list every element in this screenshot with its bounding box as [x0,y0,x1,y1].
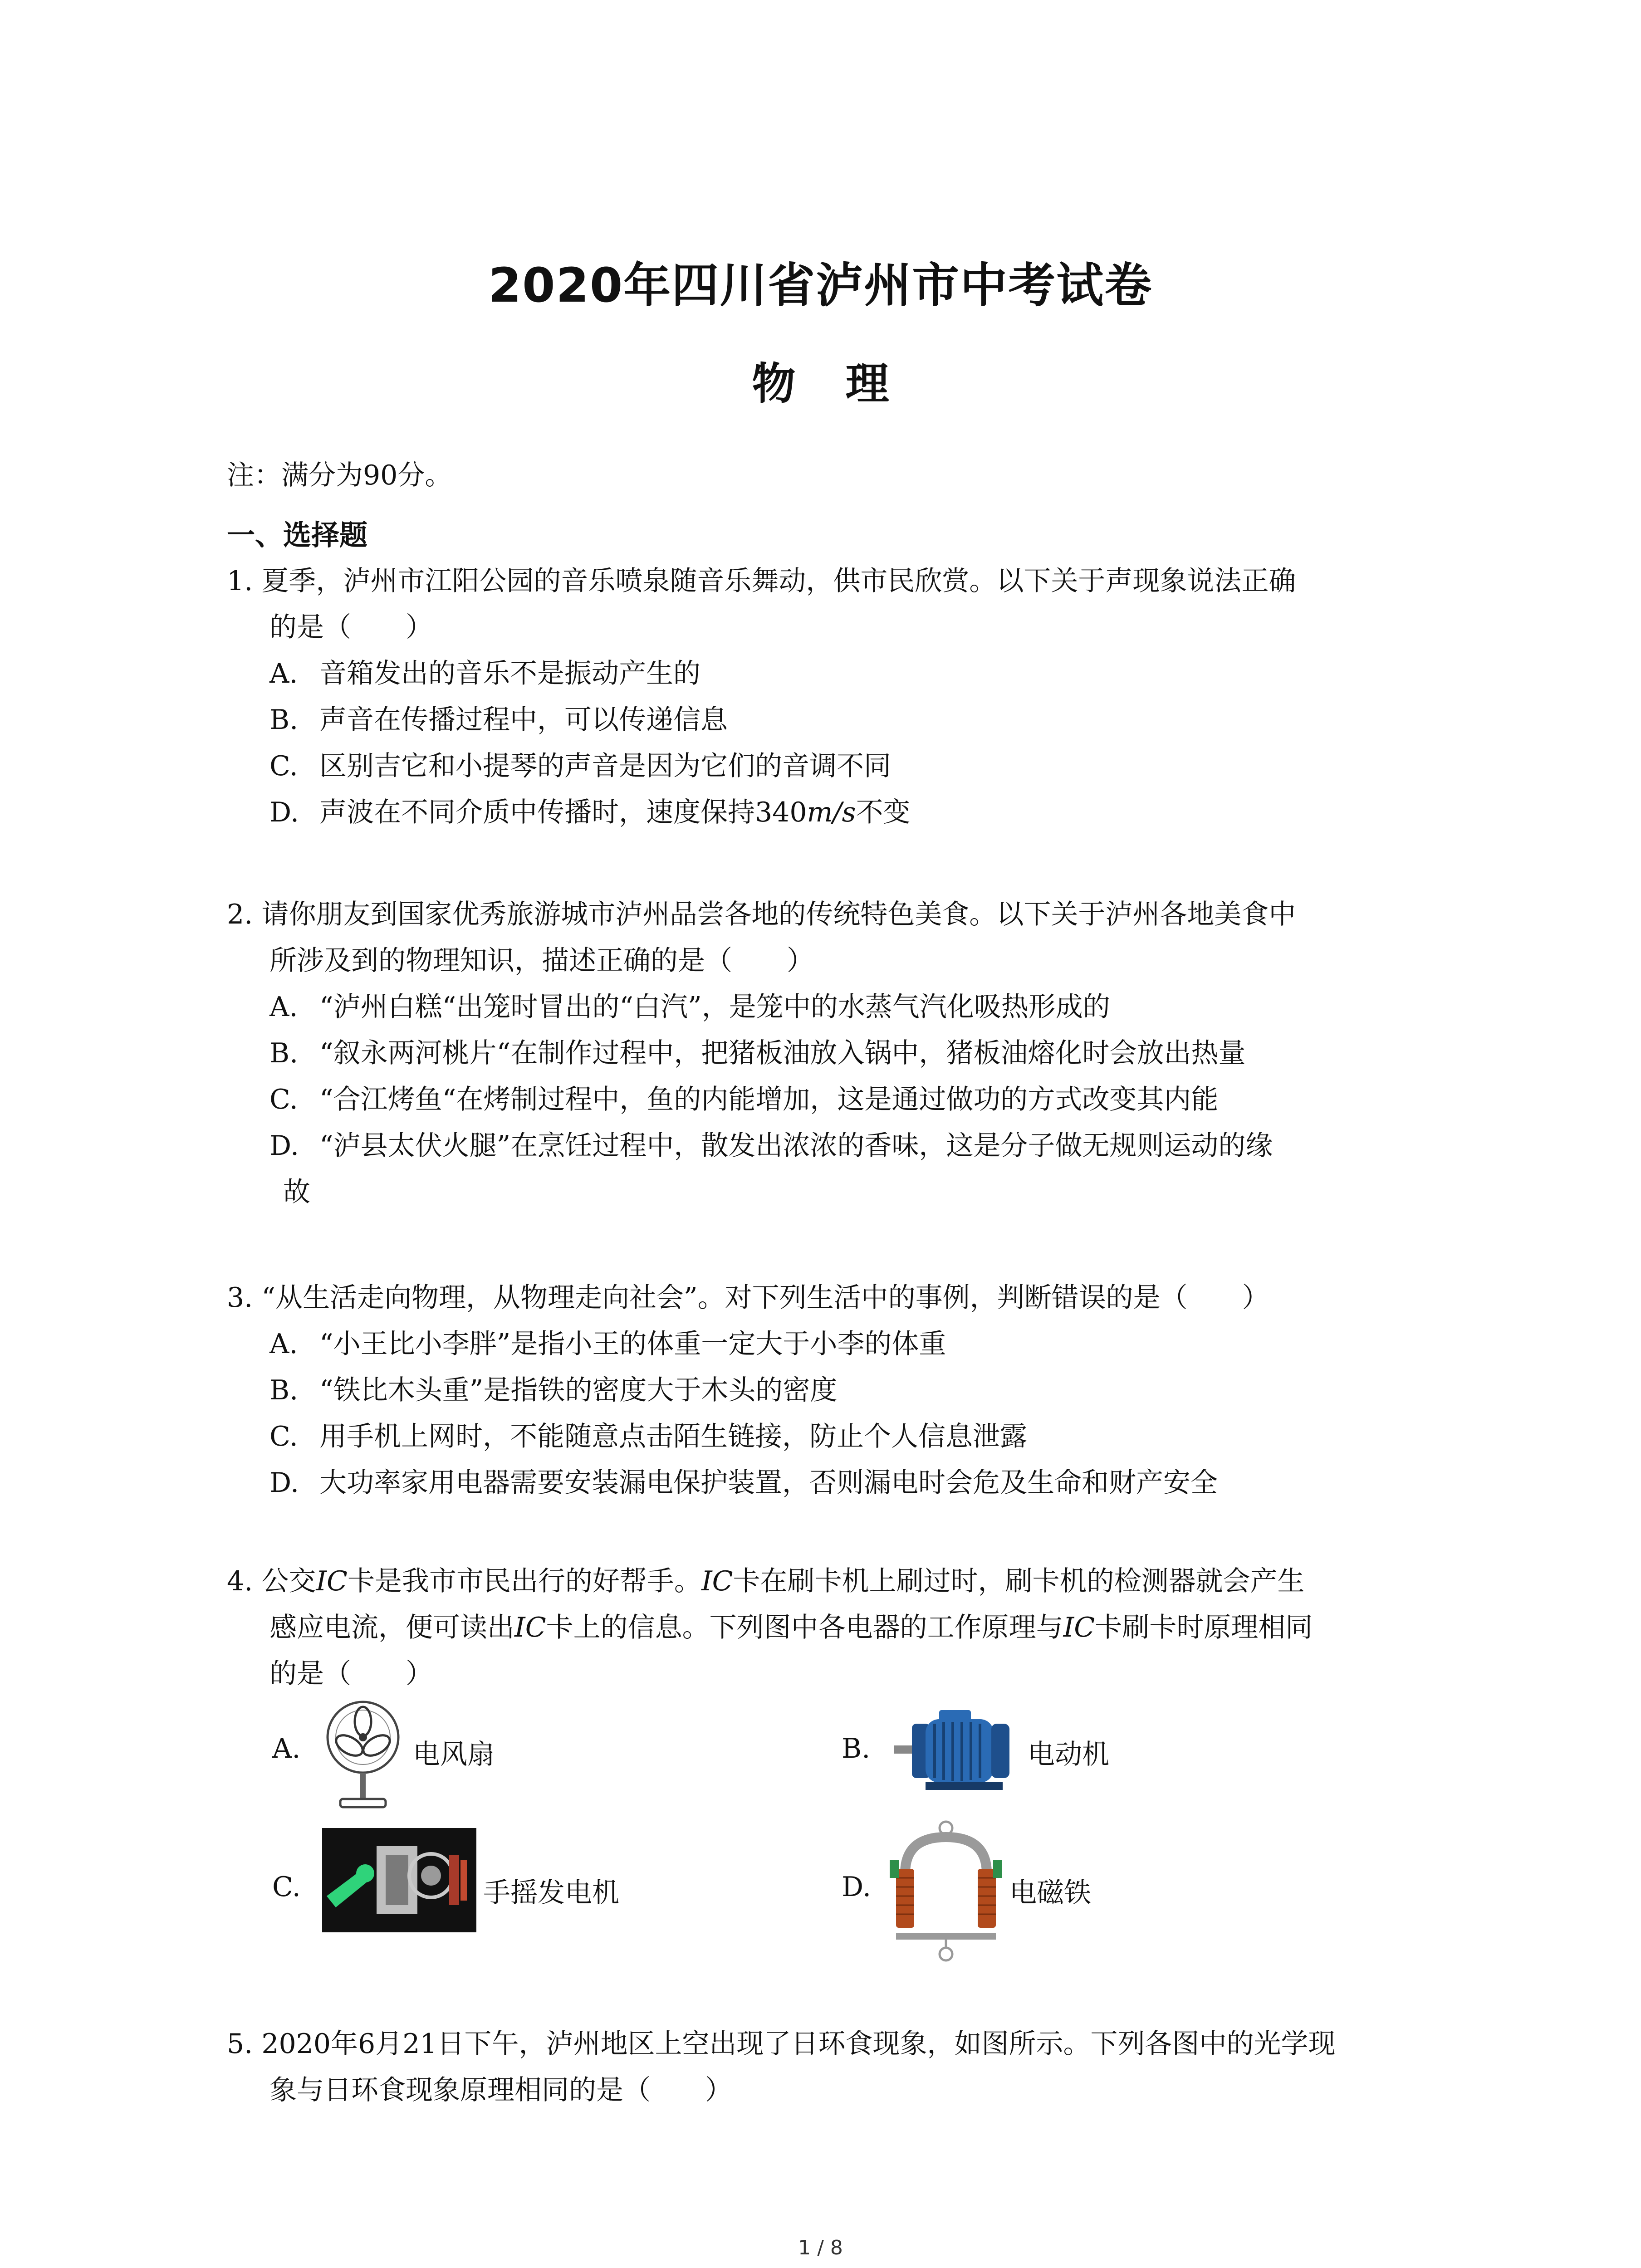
option-c[interactable] [227,1413,1452,1460]
option-caption: 手摇发电机 [483,1877,619,1909]
option-caption: 电动机 [1028,1739,1109,1770]
stem-text: 请你朋友到国家优秀旅游城市泸州品尝各地的传统特色美食。以下关于泸州各地美食中 [261,899,1296,930]
option-text: “合江烤鱼“在烤制过程中，鱼的内能增加，这是通过做功的方式改变其内能 [319,1084,1219,1115]
option-label: A. [269,658,298,689]
option-label: A. [269,991,298,1023]
option-a[interactable] [227,650,1452,697]
option-text: “铁比木头重”是指铁的密度大于木头的密度 [319,1374,838,1406]
option-label: C. [269,1084,298,1115]
question-stem [227,558,1452,604]
ic-text: IC [316,1565,348,1597]
question-number: 4. [227,1565,253,1597]
option-text: 不变 [856,797,911,828]
question-stem [227,891,1452,938]
option-text: 用手机上网时，不能随意点击陌生链接，防止个人信息泄露 [319,1421,1027,1452]
option-text: 声音在传播过程中，可以传递信息 [319,704,728,736]
option-text: “叙永两河桃片“在制作过程中，把猪板油放入锅中，猪板油熔化时会放出热量 [319,1037,1246,1069]
option-a[interactable] [227,1321,1452,1367]
question-number: 3. [227,1282,253,1314]
stem-text: 卡是我市市民出行的好帮手。 [347,1565,701,1597]
option-b[interactable] [227,1367,1452,1413]
option-a[interactable] [272,1696,681,1814]
exam-title: 2020年四川省泸州市中考试卷 [488,258,1153,313]
subject-heading: 物理 [752,358,939,409]
option-label: A. [272,1733,301,1765]
stem-text: 所涉及到的物理知识，描述正确的是（ ） [269,945,814,977]
stem-text: 感应电流，便可读出 [269,1612,514,1643]
option-b[interactable] [227,697,1452,743]
stem-text: “从生活走向物理，从物理走向社会”。对下列生活中的事例，判断错误的是（ ） [261,1282,1269,1314]
option-d[interactable] [227,1460,1452,1506]
option-label: D. [269,1467,299,1499]
unit-text: m/s [807,797,856,828]
option-text: 区别吉它和小提琴的声音是因为它们的音调不同 [319,750,891,782]
option-b[interactable] [842,1696,1250,1814]
option-label: C. [272,1871,301,1903]
question-number: 2. [227,899,253,930]
hand-crank-generator-icon [322,1828,476,1932]
option-b[interactable] [227,1030,1452,1076]
option-c[interactable] [227,1076,1452,1123]
stem-text: 卡刷卡时原理相同 [1095,1612,1313,1643]
question-2 [227,891,1452,1215]
question-number: 1. [227,565,253,597]
option-text: 声波在不同介质中传播时，速度保持340 [319,797,807,828]
question-3 [227,1275,1452,1506]
stem-text: 象与日环食现象原理相同的是（ ） [269,2074,732,2106]
question-stem [227,1558,1452,1604]
option-label: A. [269,1328,298,1360]
stem-text: 卡在刷卡机上刷过时，刷卡机的检测器就会产生 [733,1565,1305,1597]
section-heading: 一、选择题 [227,518,368,552]
stem-text: 的是（ ） [269,1658,433,1690]
option-caption: 电风扇 [413,1739,495,1770]
ic-text: IC [514,1612,546,1643]
option-c[interactable] [227,743,1452,789]
option-d[interactable] [227,1123,1452,1169]
option-label: D. [269,1130,299,1162]
question-4 [227,1558,1452,1697]
option-text-continued: 故 [283,1176,310,1208]
option-label: B. [269,1374,299,1406]
option-label: C. [269,1421,298,1452]
option-text: “泸州白糕“出笼时冒出的“白汽”，是笼中的水蒸气汽化吸热形成的 [319,991,1110,1023]
option-label: B. [269,1037,299,1069]
question-1 [227,558,1452,836]
stem-text: 卡上的信息。下列图中各电器的工作原理与 [546,1612,1063,1643]
option-label: B. [269,704,299,736]
electric-fan-icon [322,1696,404,1814]
option-d[interactable] [227,789,1452,836]
option-c[interactable] [272,1828,771,1946]
option-d[interactable] [842,1819,1250,1969]
option-caption: 电磁铁 [1009,1877,1091,1909]
stem-text: 公交 [261,1565,316,1597]
option-label: D. [842,1871,872,1903]
electric-motor-icon [894,1706,1021,1796]
electromagnet-icon [887,1819,1005,1964]
option-label: D. [269,797,299,828]
stem-text-line2 [227,1604,1452,1651]
option-label: B. [842,1733,871,1765]
question-stem [227,2021,1452,2067]
stem-text: 夏季，泸州市江阳公园的音乐喷泉随音乐舞动，供市民欣赏。以下关于声现象说法正确 [261,565,1296,597]
question-5 [227,2021,1452,2113]
option-text: “泸县太伏火腿”在烹饪过程中，散发出浓浓的香味，这是分子做无规则运动的缘 [319,1130,1273,1162]
stem-text: 2020年6月21日下午，泸州地区上空出现了日环食现象，如图所示。下列各图中的光学现 [261,2028,1336,2060]
stem-text: 的是（ ） [269,611,433,643]
ic-text: IC [1063,1612,1095,1643]
option-text: 音箱发出的音乐不是振动产生的 [319,658,700,689]
question-stem [227,1275,1452,1321]
option-text: “小王比小李胖”是指小王的体重一定大于小李的体重 [319,1328,946,1360]
option-label: C. [269,750,298,782]
option-text: 大功率家用电器需要安装漏电保护装置，否则漏电时会危及生命和财产安全 [319,1467,1218,1499]
ic-text: IC [701,1565,733,1597]
option-a[interactable] [227,984,1452,1030]
score-note: 注：满分为90分。 [227,459,452,491]
question-number: 5. [227,2028,253,2060]
page-number: 1 / 8 [798,2236,843,2259]
